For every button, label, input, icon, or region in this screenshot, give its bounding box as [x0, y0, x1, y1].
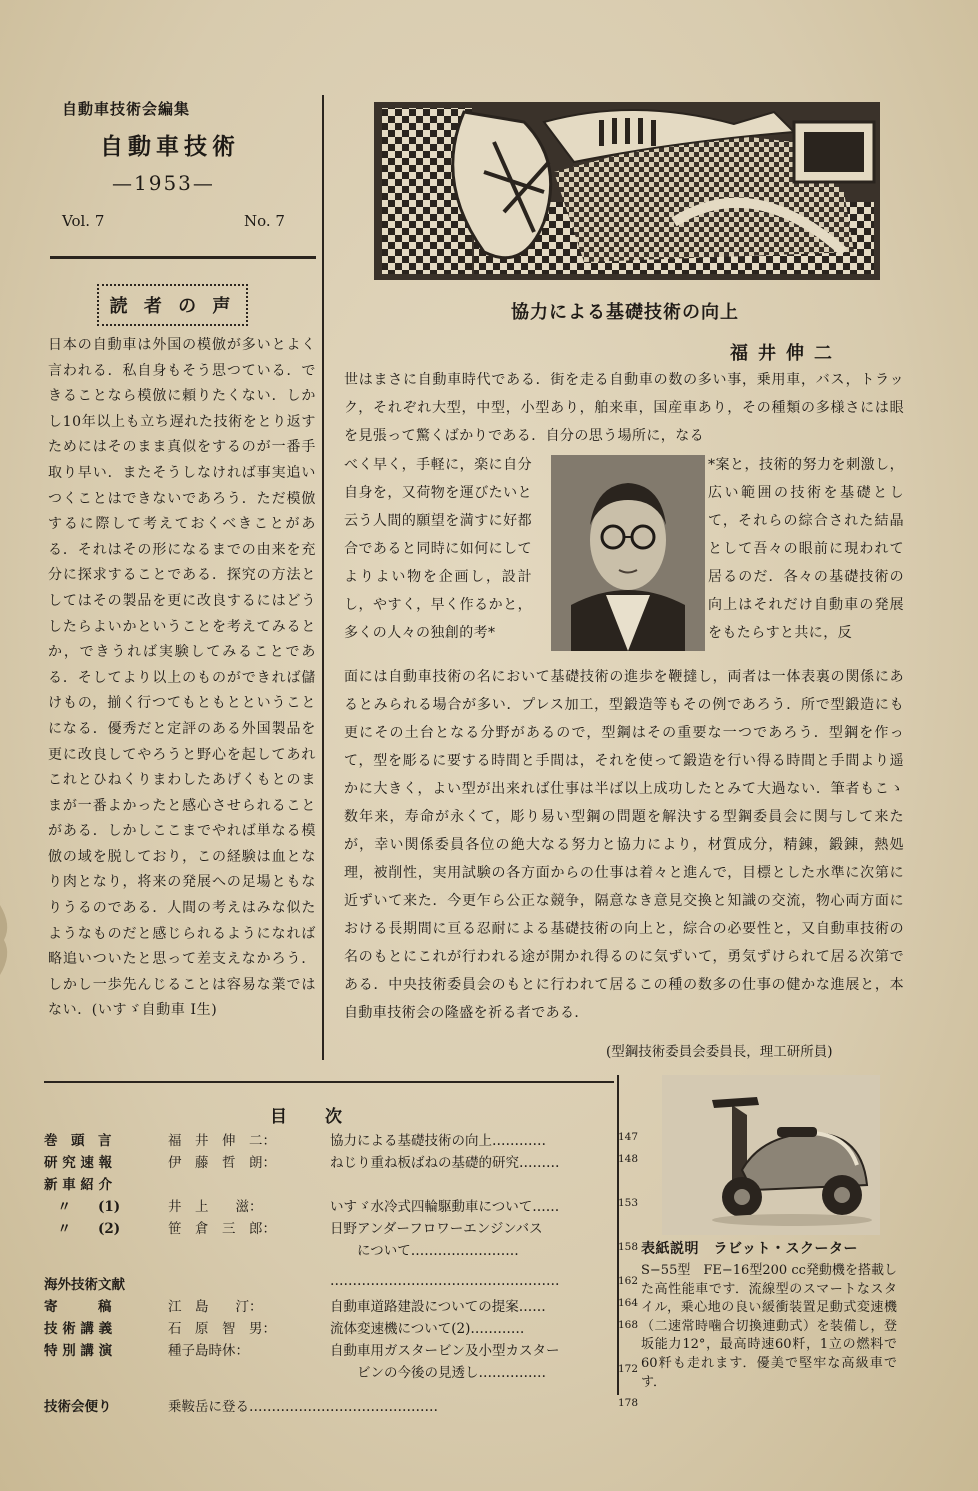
page-binding-notch: [0, 905, 12, 975]
toc-row[interactable]: 巻 頭 言 福 井 伸 二： 協力による基礎技術の向上………… 147: [44, 1131, 639, 1149]
readers-voice-heading: 読 者 の 声: [97, 284, 248, 326]
scooter-photo: [662, 1075, 880, 1235]
article-author: 福井伸二: [730, 343, 842, 364]
toc-row[interactable]: 〃 (1) 井 上 滋： いすゞ水冷式四輪駆動車について…… 153: [44, 1197, 639, 1215]
cover-description-title: 表紙説明 ラビット・スクーター: [641, 1241, 858, 1257]
cover-description-text: S−55型 FE−16型200 cc発動機を搭載した高性能車です．流線型のスマートなスタイル，乗心地の良い緩衝装置足動式変速機（二速常時噛合切換連動式）を装備し，登坂能力12°，最高時速60粁，1立の燃料で60粁も走れます．優美で堅牢な高級車です．: [641, 1263, 897, 1390]
toc-row[interactable]: 技 術 講 義 石 原 智 男： 流体変速機について(2)………… 168: [44, 1319, 639, 1337]
toc-cover-divider: [617, 1075, 619, 1395]
publisher-label: 自動車技術会編集: [62, 100, 191, 118]
column-divider: [322, 95, 324, 1060]
article-body-left: べく早く，手軽に，楽に自分自身を，又荷物を運びたいと云う人間的願望を満すに好都合であると同時に如何にしてよりよい物を企画し，設計し，やすく，早く作るかと，多くの人々の独創的考*: [344, 457, 532, 641]
issue-number: No. 7: [244, 212, 285, 230]
toc-row[interactable]: について…………………… 158: [330, 1241, 639, 1259]
toc-divider: [44, 1081, 614, 1083]
toc-row[interactable]: ビンの今後の見透し…………… 172: [330, 1363, 639, 1381]
toc-row[interactable]: 寄 稿 江 島 汀： 自動車道路建設についての提案…… 164: [44, 1297, 639, 1315]
table-of-contents: [44, 1126, 639, 1415]
toc-row[interactable]: 研 究 速 報 伊 藤 哲 朗： ねじり重ね板ばねの基礎的研究……… 148: [44, 1153, 639, 1171]
toc-row[interactable]: 特 別 講 演 種子島時休： 自動車用ガスタービン及小型カスター: [44, 1343, 560, 1359]
volume-label: Vol. 7: [62, 212, 105, 230]
readers-voice-text: 日本の自動車は外国の模倣が多いとよく言われる．私自身もそう思つている．できることなら模倣に頼りたくない．しかし10年以上も立ち遅れた技術をとり返すためにはそのまま真似をするのが一番手取り早い．またそうしなければ事実追いつくことはできないであろう．ただ模倣するに際して考えておくべきことがある．それはその形になるまでの由来を充分に探求することである．探究の方法としてはその製品を更に改良するにはどうしたらよいかということを考えてみるとか，できうれば実験してみることである．そしてより以上のものができれば儲けもの，揃く行つてもともとということになる．優秀だと定評のある外国製品を更に改良してやろうと野心を起してあれこれとひねくりまわしたあげくもとのままが一番よかったと感心させられることがある．しかしここまでやれば単なる模倣の域を脱しており，この経験は血となり肉となり，将来の発展への足場ともなりうるのである．人間の考えはみな似たようなものだと感じられるようになれば略追いついたと思って差支えなかろう．しかし一歩先んじることは容易な業ではない．(いすゞ自動車 I生): [48, 337, 316, 1019]
author-affiliation: (型鋼技術委員会委員長，理工研所員): [606, 1044, 833, 1060]
masthead-divider: [50, 256, 316, 259]
article-body-top: 世はまさに自動車時代である．街を走る自動車の数の多い事，乗用車，バス，トラック，それぞれ大型，中型，小型あり，舶来車，国産車あり，その種類の多様さには眼を見張って驚くばかりである．自分の思う場所に，なる: [344, 372, 904, 444]
magazine-year: —1953—: [112, 171, 215, 195]
toc-title: 目次: [270, 1107, 380, 1127]
magazine-title: 自動車技術: [100, 133, 240, 160]
toc-row: 新 車 紹 介: [44, 1177, 113, 1193]
article-body-right: *案と，技術的努力を刺激し，広い範囲の技術を基礎として，それらの綜合された結晶として吾々の眼前に現われて居るのだ．各々の基礎技術の向上はそれだけ自動車の発展をもたらすと共に，反: [708, 457, 904, 641]
article-title: 協力による基礎技術の向上: [511, 302, 739, 323]
toc-row[interactable]: 技術会便り 乗鞍岳に登る…………………………………… 178: [44, 1397, 639, 1415]
article-body-bottom: 面には自動車技術の名において基礎技術の進歩を鞭撻し，両者は一体表裏の関係にあるとみられる場合が多い．プレス加工，型鍛造等もその例であろう．所で型鍛造にも更にその土台となる分野があるので，型鋼はその重要な一つであろう．型鋼を作って，型を彫るに要する時間と手間は，それを使って鍛造を行い得る時間と手間より遥かに大きく，よい型が出来れば仕事は半ば以上成功したとみて大過ない．筆者もこゝ数年来，寿命が永くて，彫り易い型鋼の問題を解決する型鋼委員会に関与して来たが，幸い関係委員各位の絶大なる努力と協力により，材質成分，精錬，鍛錬，熱処理，被削性，実用試験の各方面からの仕事は着々と進んで，目標とした水準に次第に近ずいて来た．今更乍ら公正な競争，隔意なき意見交換と知識の交流，物心両方面における長期間に亘る忍耐による基礎技術の向上と，綜合の必要性と，又自動車技術の名のもとにこれが行われる途が開かれ得るのに気ずいて，勇気ずけられて居る次第である．中央技術委員会のもとに行われて居るこの種の数多の仕事の健かな進展と，本自動車技術会の隆盛を祈る者である．: [344, 669, 904, 1021]
toc-row[interactable]: 〃 (2) 笹 倉 三 郎： 日野アンダーフロワーエンジンバス: [44, 1221, 543, 1237]
author-portrait: [551, 455, 705, 651]
toc-row[interactable]: 海外技術文献 …………………………………………… 162: [44, 1273, 639, 1293]
banner-illustration: [374, 102, 880, 280]
